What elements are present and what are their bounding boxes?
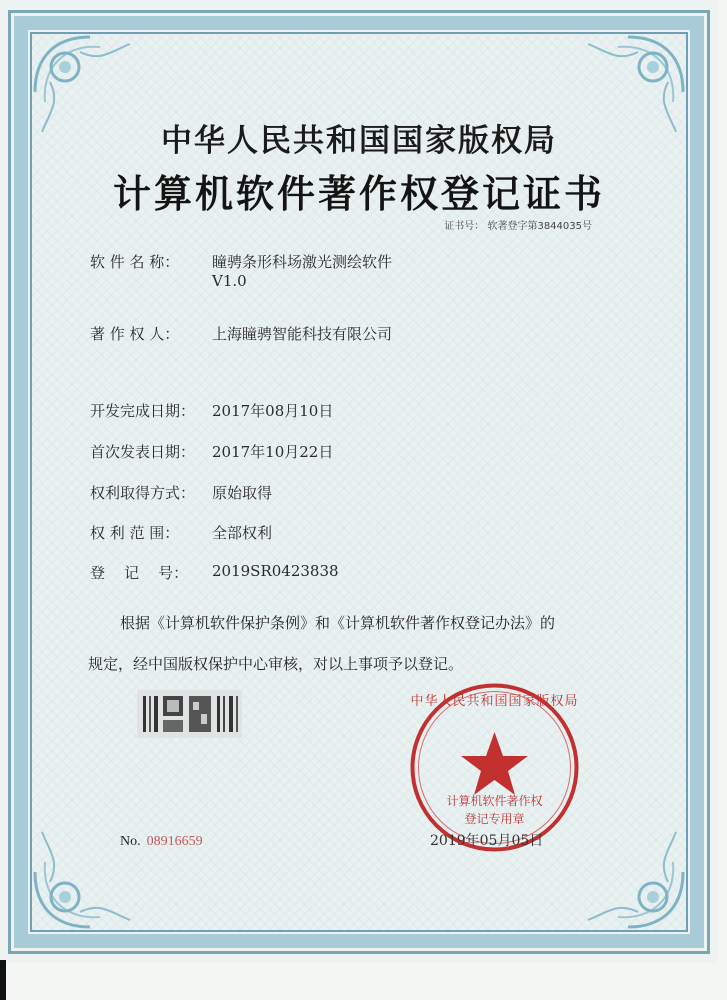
barcode-icon xyxy=(137,690,242,738)
software-name-label: 软 件 名 称： xyxy=(90,253,180,271)
copyright-owner-label: 著 作 权 人： xyxy=(90,325,180,343)
serial-number-value: 08916659 xyxy=(146,834,203,849)
statement-line-1: 根据《计算机软件保护条例》和《计算机软件著作权登记办法》的 xyxy=(120,614,556,632)
corner-ornament-icon xyxy=(568,812,688,932)
certificate-number: 证书号： 软著登字第3844035号 xyxy=(444,221,592,232)
certificate-title: 计算机软件著作权登记证书 xyxy=(112,171,605,216)
acquisition-method-value: 原始取得 xyxy=(212,484,273,502)
corner-ornament-icon xyxy=(30,812,150,932)
serial-prefix: No. xyxy=(120,834,141,849)
software-version-value: V1.0 xyxy=(212,272,247,290)
registration-number-label: 登 记 号： xyxy=(90,564,189,582)
copyright-owner-value: 上海瞳骋智能科技有限公司 xyxy=(212,325,393,343)
issue-date: 2019年05月05日 xyxy=(430,833,544,849)
seal-line-1: 计算机软件著作权 xyxy=(446,794,543,808)
seal-ring-text: 中华人民共和国国家版权局 xyxy=(410,694,579,709)
rights-scope-value: 全部权利 xyxy=(212,524,273,542)
completion-date-value: 2017年08月10日 xyxy=(212,402,334,420)
registration-number-value: 2019SR0423838 xyxy=(212,562,339,580)
publication-date-value: 2017年10月22日 xyxy=(212,443,334,461)
publication-date-label: 首次发表日期： xyxy=(90,443,196,461)
seal-line-2: 登记专用章 xyxy=(464,812,525,826)
statement-line-2: 规定，经中国版权保护中心审核，对以上事项予以登记。 xyxy=(88,655,464,673)
issuing-authority: 中华人民共和国国家版权局 xyxy=(161,123,557,159)
completion-date-label: 开发完成日期： xyxy=(90,402,196,420)
rights-scope-label: 权 利 范 围： xyxy=(90,524,180,542)
serial-number xyxy=(120,834,203,850)
software-name-value: 瞳骋条形科场激光测绘软件 xyxy=(212,253,393,271)
acquisition-method-label: 权利取得方式： xyxy=(90,484,196,502)
scan-edge-mark xyxy=(0,960,6,1000)
